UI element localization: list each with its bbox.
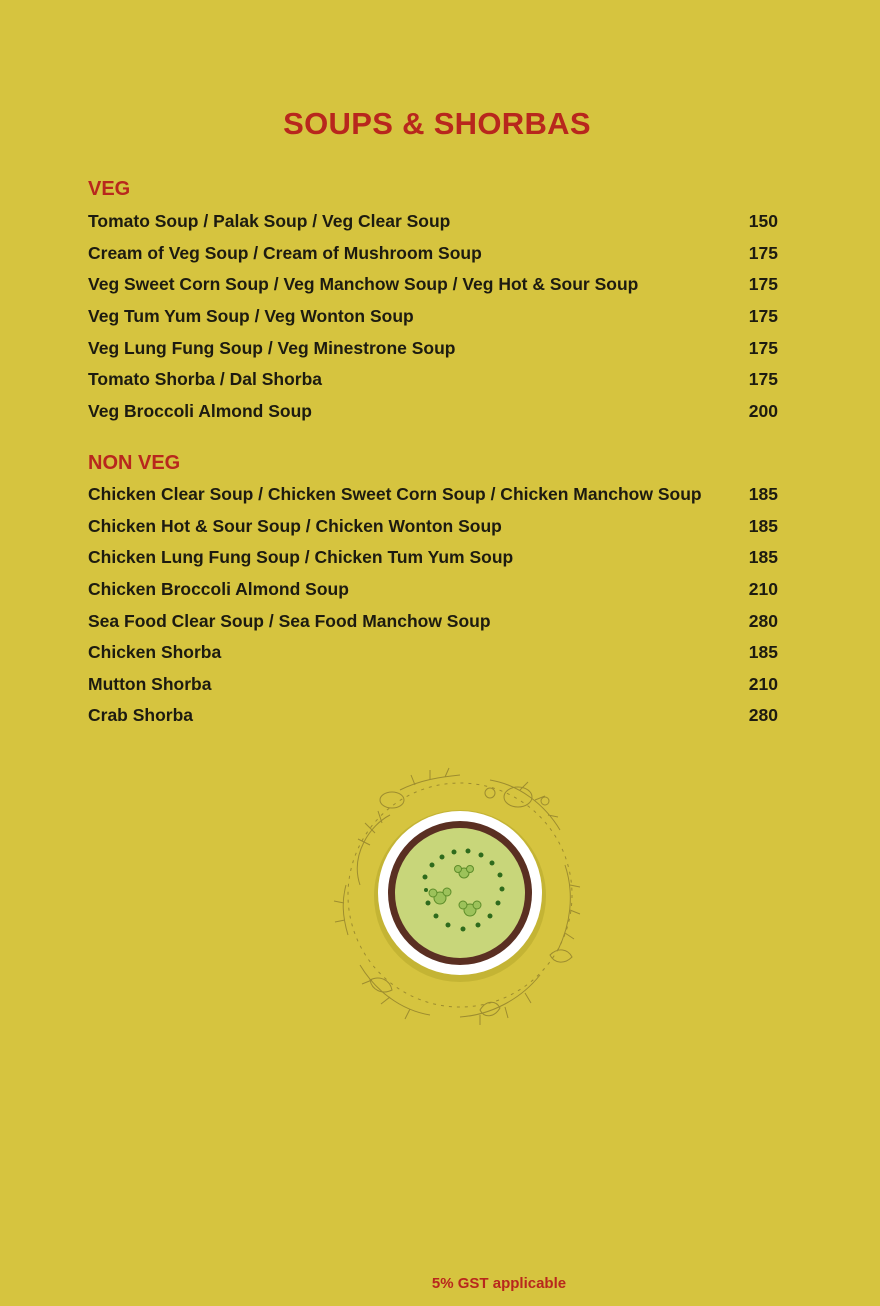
item-name: Veg Broccoli Almond Soup <box>88 400 312 421</box>
item-price: 185 <box>748 515 778 536</box>
menu-item <box>88 396 780 428</box>
menu-item <box>88 238 780 270</box>
item-name: Sea Food Clear Soup / Sea Food Manchow Soup <box>88 610 491 631</box>
item-name: Veg Sweet Corn Soup / Veg Manchow Soup / Veg Hot & Sour Soup <box>88 274 639 295</box>
item-name: Crab Shorba <box>88 705 194 726</box>
item-name: Chicken Shorba <box>88 642 222 663</box>
soup <box>395 828 525 958</box>
item-name: Chicken Hot & Sour Soup / Chicken Wonton Soup <box>88 515 502 536</box>
item-price: 175 <box>748 369 778 390</box>
item-price: 185 <box>748 642 778 663</box>
item-price: 210 <box>748 579 778 600</box>
item-name: Tomato Soup / Palak Soup / Veg Clear Soup <box>88 211 451 232</box>
item-price: 280 <box>748 610 778 631</box>
item-name: Chicken Lung Fung Soup / Chicken Tum Yum Soup <box>88 547 514 568</box>
item-name: Mutton Shorba <box>88 673 212 694</box>
item-name: Cream of Veg Soup / Cream of Mushroom Soup <box>88 242 482 263</box>
menu-item <box>88 269 780 301</box>
menu-item <box>88 301 780 333</box>
menu-item <box>88 605 780 637</box>
item-price: 150 <box>748 211 778 232</box>
menu-item <box>88 542 780 574</box>
soup-bowl-illustration <box>330 765 590 1030</box>
menu-item <box>88 637 780 669</box>
item-price: 175 <box>748 306 778 327</box>
menu-item <box>88 332 780 364</box>
item-price: 175 <box>748 337 778 358</box>
menu-item <box>88 479 780 511</box>
item-name: Veg Tum Yum Soup / Veg Wonton Soup <box>88 306 414 327</box>
item-name: Chicken Clear Soup / Chicken Sweet Corn Soup / Chicken Manchow Soup <box>88 484 702 505</box>
nonveg-list <box>88 479 780 732</box>
menu-item <box>88 700 780 732</box>
menu-item <box>88 574 780 606</box>
veg-list <box>88 206 780 427</box>
item-price: 175 <box>748 274 778 295</box>
item-price: 175 <box>748 242 778 263</box>
item-price: 280 <box>748 705 778 726</box>
nonveg-heading: NON VEG <box>88 452 181 474</box>
item-name: Veg Lung Fung Soup / Veg Minestrone Soup <box>88 337 456 358</box>
item-price: 200 <box>748 400 778 421</box>
menu-item <box>88 669 780 701</box>
menu-item <box>88 511 780 543</box>
veg-heading: VEG <box>88 178 131 200</box>
menu-item <box>88 206 780 238</box>
item-price: 185 <box>748 547 778 568</box>
page-title: SOUPS & SHORBAS <box>283 106 591 141</box>
menu-item <box>88 364 780 396</box>
item-name: Tomato Shorba / Dal Shorba <box>88 369 323 390</box>
item-name: Chicken Broccoli Almond Soup <box>88 579 349 600</box>
item-price: 185 <box>748 484 778 505</box>
gst-note: 5% GST applicable <box>431 1275 567 1292</box>
item-price: 210 <box>748 673 778 694</box>
